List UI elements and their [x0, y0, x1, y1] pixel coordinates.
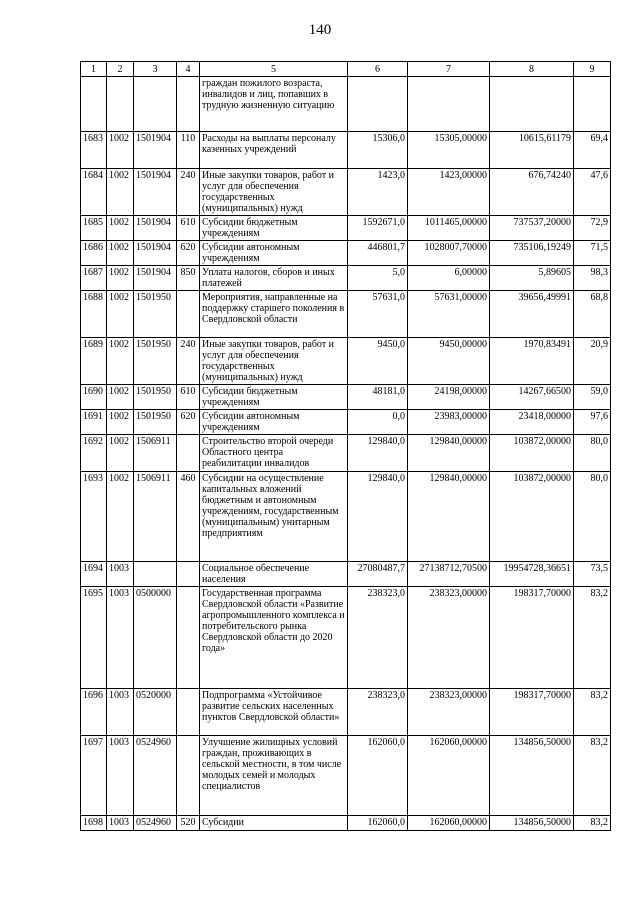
cell-c1: 1685 — [81, 216, 107, 241]
cell-c4: 460 — [177, 472, 200, 562]
cell-c7: 6,00000 — [408, 266, 490, 291]
cell-c1: 1689 — [81, 338, 107, 385]
cell-c1: 1692 — [81, 435, 107, 472]
cell-c6: 238323,0 — [348, 587, 408, 689]
cell-c5: Улучшение жилищных условий граждан, проживающих в сельской местности, в том числе молодых семей и молодых специалистов — [200, 736, 348, 816]
table-row — [81, 410, 611, 435]
cell-c6: 446801,7 — [348, 241, 408, 266]
cell-c2: 1002 — [107, 435, 134, 472]
cell-c6: 162060,0 — [348, 816, 408, 831]
cell-c3: 0524960 — [134, 816, 177, 831]
header-row — [81, 62, 611, 77]
cell-c6: 0,0 — [348, 410, 408, 435]
cell-c5: Субсидии бюджетным учреждениям — [200, 385, 348, 410]
cell-c7: 57631,00000 — [408, 291, 490, 338]
cell-c1: 1688 — [81, 291, 107, 338]
cell-c2: 1003 — [107, 562, 134, 587]
column-header-8: 8 — [490, 62, 574, 77]
cell-c8: 134856,50000 — [490, 816, 574, 831]
cell-c6: 1592671,0 — [348, 216, 408, 241]
cell-c4 — [177, 587, 200, 689]
cell-c6: 1423,0 — [348, 169, 408, 216]
cell-c7: 129840,00000 — [408, 435, 490, 472]
cell-c8: 737537,20000 — [490, 216, 574, 241]
cell-c4: 240 — [177, 338, 200, 385]
cell-c5: Субсидии автономным учреждениям — [200, 241, 348, 266]
cell-c8: 103872,00000 — [490, 435, 574, 472]
cell-c5: Государственная программа Свердловской области «Развитие агропромышленного комплекса и потребительского рынка Свердловской области до 2020 года» — [200, 587, 348, 689]
cell-c9 — [574, 77, 611, 132]
cell-c6: 27080487,7 — [348, 562, 408, 587]
cell-c5: Социальное обеспечение населения — [200, 562, 348, 587]
cell-c7: 162060,00000 — [408, 736, 490, 816]
cell-c9: 83,2 — [574, 587, 611, 689]
cell-c1: 1698 — [81, 816, 107, 831]
cell-c6: 129840,0 — [348, 472, 408, 562]
table-row — [81, 562, 611, 587]
cell-c4: 620 — [177, 241, 200, 266]
cell-c1: 1690 — [81, 385, 107, 410]
cell-c8: 1970,83491 — [490, 338, 574, 385]
cell-c1: 1696 — [81, 689, 107, 736]
cell-c3: 1506911 — [134, 435, 177, 472]
cell-c5: Расходы на выплаты персоналу казенных учреждений — [200, 132, 348, 169]
cell-c1: 1683 — [81, 132, 107, 169]
cell-c2 — [107, 77, 134, 132]
cell-c9: 69,4 — [574, 132, 611, 169]
cell-c3: 0524960 — [134, 736, 177, 816]
cell-c4: 110 — [177, 132, 200, 169]
table-row — [81, 132, 611, 169]
cell-c2: 1002 — [107, 472, 134, 562]
cell-c8: 676,74240 — [490, 169, 574, 216]
cell-c7: 9450,00000 — [408, 338, 490, 385]
column-header-9: 9 — [574, 62, 611, 77]
cell-c8: 198317,70000 — [490, 587, 574, 689]
cell-c9: 47,6 — [574, 169, 611, 216]
cell-c4: 520 — [177, 816, 200, 831]
cell-c5: Иные закупки товаров, работ и услуг для обеспечения государственных (муниципальных) нужд — [200, 338, 348, 385]
cell-c4 — [177, 435, 200, 472]
cell-c3 — [134, 562, 177, 587]
table-row — [81, 216, 611, 241]
cell-c3: 1501950 — [134, 291, 177, 338]
cell-c6 — [348, 77, 408, 132]
cell-c4: 850 — [177, 266, 200, 291]
cell-c9: 80,0 — [574, 435, 611, 472]
cell-c8: 5,89605 — [490, 266, 574, 291]
table-row — [81, 689, 611, 736]
cell-c6: 9450,0 — [348, 338, 408, 385]
table-row — [81, 816, 611, 831]
cell-c3: 1501904 — [134, 169, 177, 216]
cell-c7: 1011465,00000 — [408, 216, 490, 241]
cell-c9: 71,5 — [574, 241, 611, 266]
cell-c3: 1501950 — [134, 385, 177, 410]
cell-c7: 15305,00000 — [408, 132, 490, 169]
cell-c9: 83,2 — [574, 689, 611, 736]
cell-c1: 1684 — [81, 169, 107, 216]
cell-c1 — [81, 77, 107, 132]
cell-c9: 80,0 — [574, 472, 611, 562]
cell-c9: 97,6 — [574, 410, 611, 435]
cell-c2: 1002 — [107, 385, 134, 410]
cell-c4: 240 — [177, 169, 200, 216]
cell-c7: 238323,00000 — [408, 689, 490, 736]
cell-c3: 1501950 — [134, 410, 177, 435]
table-row — [81, 169, 611, 216]
cell-c4 — [177, 562, 200, 587]
column-header-6: 6 — [348, 62, 408, 77]
cell-c3: 1501904 — [134, 216, 177, 241]
cell-c3: 1501950 — [134, 338, 177, 385]
cell-c6: 57631,0 — [348, 291, 408, 338]
page-number: 140 — [308, 22, 332, 38]
cell-c5: Уплата налогов, сборов и иных платежей — [200, 266, 348, 291]
cell-c5: Подпрограмма «Устойчивое развитие сельских населенных пунктов Свердловской области» — [200, 689, 348, 736]
cell-c4: 620 — [177, 410, 200, 435]
cell-c3 — [134, 77, 177, 132]
column-header-3: 3 — [134, 62, 177, 77]
cell-c8: 10615,61179 — [490, 132, 574, 169]
cell-c1: 1686 — [81, 241, 107, 266]
table-row — [81, 472, 611, 562]
cell-c3: 0520000 — [134, 689, 177, 736]
cell-c6: 129840,0 — [348, 435, 408, 472]
cell-c4: 610 — [177, 385, 200, 410]
cell-c2: 1002 — [107, 241, 134, 266]
cell-c7: 238323,00000 — [408, 587, 490, 689]
cell-c3: 1501904 — [134, 132, 177, 169]
cell-c8: 23418,00000 — [490, 410, 574, 435]
cell-c9: 83,2 — [574, 736, 611, 816]
cell-c7: 162060,00000 — [408, 816, 490, 831]
cell-c3: 1506911 — [134, 472, 177, 562]
cell-c2: 1003 — [107, 587, 134, 689]
cell-c9: 68,8 — [574, 291, 611, 338]
cell-c2: 1002 — [107, 132, 134, 169]
table-row — [81, 338, 611, 385]
cell-c4 — [177, 77, 200, 132]
cell-c9: 59,0 — [574, 385, 611, 410]
table-row — [81, 736, 611, 816]
cell-c2: 1003 — [107, 736, 134, 816]
cell-c1: 1695 — [81, 587, 107, 689]
cell-c5: Субсидии автономным учреждениям — [200, 410, 348, 435]
cell-c5: Субсидии — [200, 816, 348, 831]
cell-c8 — [490, 77, 574, 132]
cell-c3: 1501904 — [134, 266, 177, 291]
table-row — [81, 385, 611, 410]
table-row — [81, 587, 611, 689]
budget-table — [80, 61, 611, 831]
cell-c8: 735106,19249 — [490, 241, 574, 266]
cell-c7: 1423,00000 — [408, 169, 490, 216]
cell-c9: 20,9 — [574, 338, 611, 385]
cell-c1: 1687 — [81, 266, 107, 291]
cell-c5: граждан пожилого возраста, инвалидов и лиц, попавших в трудную жизненную ситуацию — [200, 77, 348, 132]
column-header-2: 2 — [107, 62, 134, 77]
column-header-5: 5 — [200, 62, 348, 77]
cell-c8: 39656,49991 — [490, 291, 574, 338]
column-header-4: 4 — [177, 62, 200, 77]
cell-c5: Строительство второй очереди Областного центра реабилитации инвалидов — [200, 435, 348, 472]
cell-c1: 1691 — [81, 410, 107, 435]
table-body — [81, 77, 611, 831]
cell-c4 — [177, 291, 200, 338]
cell-c3: 1501904 — [134, 241, 177, 266]
cell-c2: 1002 — [107, 291, 134, 338]
cell-c7: 24198,00000 — [408, 385, 490, 410]
cell-c3: 0500000 — [134, 587, 177, 689]
cell-c7 — [408, 77, 490, 132]
cell-c2: 1002 — [107, 266, 134, 291]
cell-c6: 48181,0 — [348, 385, 408, 410]
cell-c8: 134856,50000 — [490, 736, 574, 816]
cell-c6: 162060,0 — [348, 736, 408, 816]
cell-c5: Мероприятия, направленные на поддержку старшего поколения в Свердловской области — [200, 291, 348, 338]
table-row — [81, 241, 611, 266]
cell-c6: 238323,0 — [348, 689, 408, 736]
cell-c4 — [177, 736, 200, 816]
cell-c8: 14267,66500 — [490, 385, 574, 410]
cell-c8: 19954728,36651 — [490, 562, 574, 587]
cell-c9: 73,5 — [574, 562, 611, 587]
cell-c2: 1002 — [107, 216, 134, 241]
table-row — [81, 77, 611, 132]
column-header-1: 1 — [81, 62, 107, 77]
cell-c2: 1002 — [107, 169, 134, 216]
table-row — [81, 266, 611, 291]
cell-c2: 1002 — [107, 338, 134, 385]
column-header-7: 7 — [408, 62, 490, 77]
cell-c7: 27138712,70500 — [408, 562, 490, 587]
cell-c7: 129840,00000 — [408, 472, 490, 562]
cell-c1: 1693 — [81, 472, 107, 562]
cell-c1: 1694 — [81, 562, 107, 587]
cell-c7: 23983,00000 — [408, 410, 490, 435]
cell-c8: 103872,00000 — [490, 472, 574, 562]
cell-c8: 198317,70000 — [490, 689, 574, 736]
cell-c1: 1697 — [81, 736, 107, 816]
cell-c4 — [177, 689, 200, 736]
cell-c5: Субсидии на осуществление капитальных вложений бюджетным и автономным учреждениям, государственным (муниципальным) унитарным предприятиям — [200, 472, 348, 562]
cell-c9: 83,2 — [574, 816, 611, 831]
table-row — [81, 435, 611, 472]
cell-c2: 1003 — [107, 816, 134, 831]
cell-c4: 610 — [177, 216, 200, 241]
cell-c6: 15306,0 — [348, 132, 408, 169]
cell-c5: Субсидии бюджетным учреждениям — [200, 216, 348, 241]
cell-c2: 1002 — [107, 410, 134, 435]
cell-c6: 5,0 — [348, 266, 408, 291]
cell-c2: 1003 — [107, 689, 134, 736]
table-row — [81, 291, 611, 338]
cell-c7: 1028007,70000 — [408, 241, 490, 266]
cell-c5: Иные закупки товаров, работ и услуг для обеспечения государственных (муниципальных) нужд — [200, 169, 348, 216]
cell-c9: 72,9 — [574, 216, 611, 241]
cell-c9: 98,3 — [574, 266, 611, 291]
